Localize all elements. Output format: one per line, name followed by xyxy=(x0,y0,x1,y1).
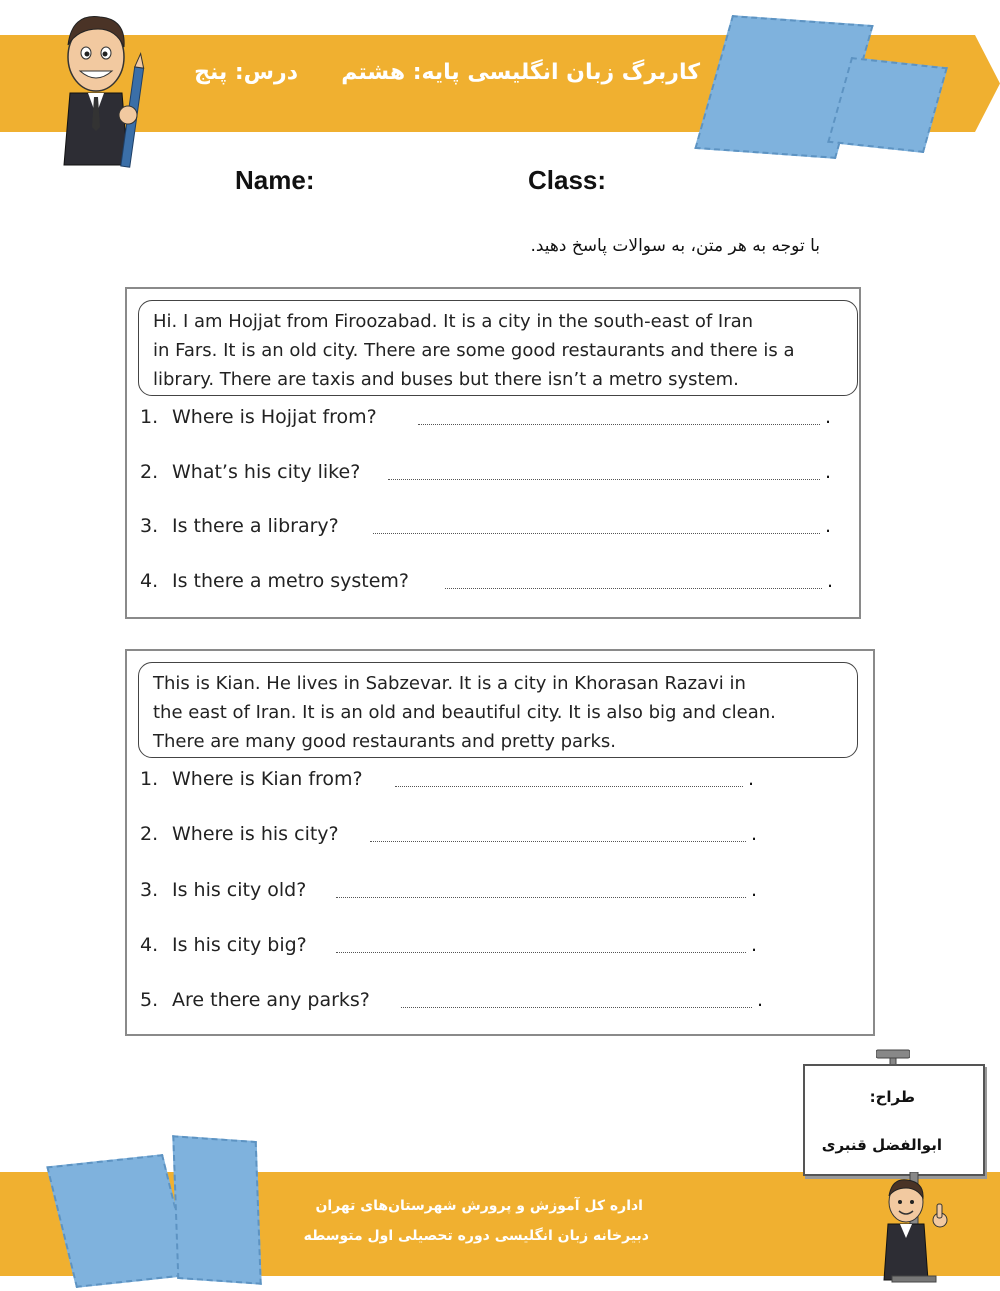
designer-label: طراح: xyxy=(869,1088,915,1106)
answer-period: . xyxy=(825,461,832,483)
question-text: What’s his city like? xyxy=(172,461,361,483)
question-number: 1. xyxy=(140,768,159,790)
question-text: Where is Hojjat from? xyxy=(172,406,377,428)
question-text: Is there a library? xyxy=(172,515,339,537)
answer-line[interactable] xyxy=(388,479,820,480)
footer-line-2: دبیرخانه زبان انگلیسی دوره تحصیلی اول متوسطه xyxy=(303,1228,649,1244)
question-text: Are there any parks? xyxy=(172,989,370,1011)
class-label: Class: xyxy=(528,165,607,195)
name-label: Name: xyxy=(235,165,315,195)
question-number: 5. xyxy=(140,989,159,1011)
question xyxy=(140,879,306,901)
answer-period: . xyxy=(825,406,832,428)
passage-2 xyxy=(138,662,858,758)
passage-line: This is Kian. He lives in Sabzevar. It is a city in Khorasan Razavi in xyxy=(153,673,746,694)
answer-period: . xyxy=(748,768,755,790)
designer-sign xyxy=(803,1064,985,1176)
worksheet-title: کاربرگ زبان انگلیسی پایه: هشتم xyxy=(341,60,700,85)
question xyxy=(140,515,339,537)
question-text: Is his city old? xyxy=(172,879,307,901)
question-number: 2. xyxy=(140,461,159,483)
answer-line[interactable] xyxy=(370,841,746,842)
question xyxy=(140,406,377,428)
question-number: 4. xyxy=(140,570,159,592)
teacher-with-pencil-illustration xyxy=(50,5,160,170)
question-text: Is his city big? xyxy=(172,934,307,956)
question-number: 3. xyxy=(140,879,159,901)
passage-line: library. There are taxis and buses but there isn’t a metro system. xyxy=(153,369,739,390)
answer-period: . xyxy=(825,515,832,537)
answer-line[interactable] xyxy=(395,786,743,787)
passage-line: Hi. I am Hojjat from Firoozabad. It is a city in the south-east of Iran xyxy=(153,311,754,332)
answer-period: . xyxy=(827,570,834,592)
footer-line-1: اداره کل آموزش و پرورش شهرستان‌های تهران xyxy=(315,1198,643,1214)
question xyxy=(140,989,370,1011)
question xyxy=(140,768,363,790)
question xyxy=(140,934,307,956)
answer-period: . xyxy=(751,934,758,956)
passage-1 xyxy=(138,300,858,396)
teacher-holding-sign-illustration xyxy=(872,1172,962,1284)
answer-period: . xyxy=(751,823,758,845)
question xyxy=(140,461,360,483)
answer-line[interactable] xyxy=(445,588,822,589)
passage-line: There are many good restaurants and pretty parks. xyxy=(153,731,616,752)
answer-line[interactable] xyxy=(336,952,746,953)
question-number: 3. xyxy=(140,515,159,537)
designer-name: ابوالفضل قنبری xyxy=(821,1136,942,1154)
answer-line[interactable] xyxy=(373,533,820,534)
passage-line: in Fars. It is an old city. There are some good restaurants and there is a xyxy=(153,340,795,361)
question-number: 1. xyxy=(140,406,159,428)
question-text: Where is his city? xyxy=(172,823,339,845)
lesson-label: درس: پنج xyxy=(194,60,298,85)
answer-line[interactable] xyxy=(418,424,820,425)
question-number: 4. xyxy=(140,934,159,956)
answer-period: . xyxy=(757,989,764,1011)
question xyxy=(140,570,409,592)
question-number: 2. xyxy=(140,823,159,845)
answer-period: . xyxy=(751,879,758,901)
answer-line[interactable] xyxy=(336,897,746,898)
answer-line[interactable] xyxy=(401,1007,752,1008)
decor-blue-shape-footer-right xyxy=(172,1135,261,1285)
question-text: Where is Kian from? xyxy=(172,768,363,790)
instruction-text: با توجه به هر متن، به سوالات پاسخ دهید. xyxy=(530,236,820,256)
question xyxy=(140,823,339,845)
passage-line: the east of Iran. It is an old and beautiful city. It is also big and clean. xyxy=(153,702,776,723)
question-text: Is there a metro system? xyxy=(172,570,410,592)
